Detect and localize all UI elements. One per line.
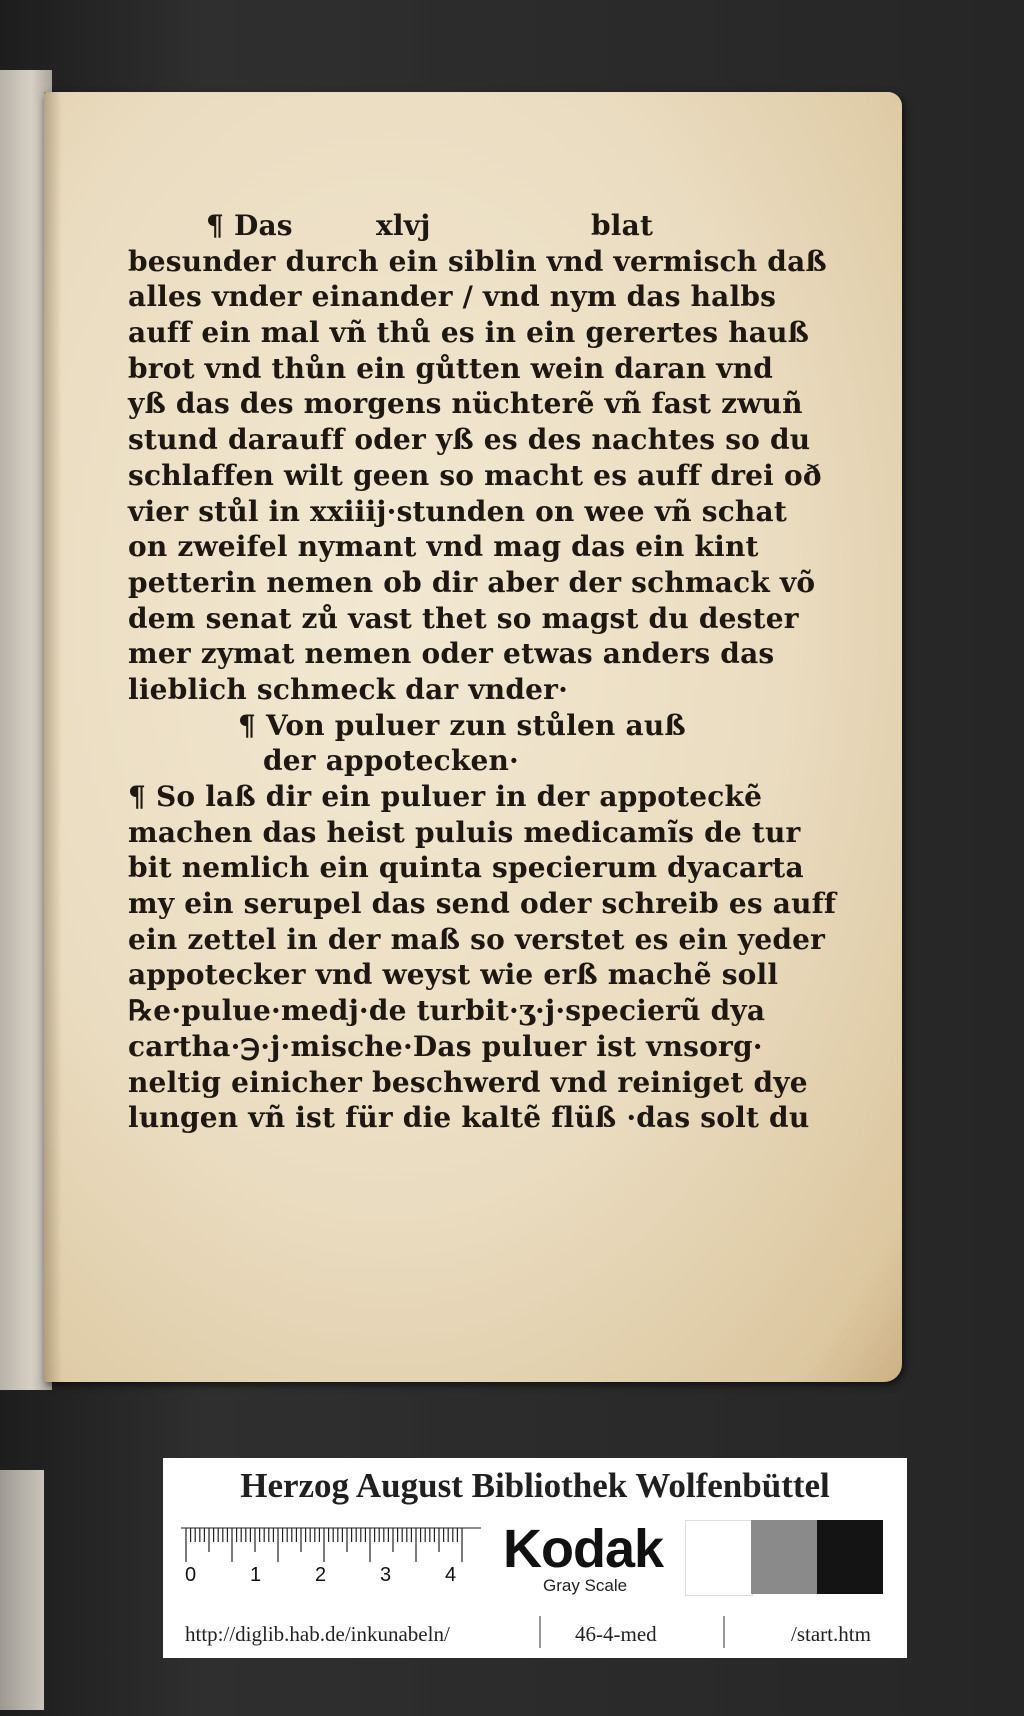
gray-scale-label: Gray Scale [543, 1576, 628, 1595]
library-title: Herzog August Bibliothek Wolfenbüttel [240, 1466, 830, 1505]
text-line: alles vnder einander / vnd nym das halbs [128, 280, 777, 314]
running-header [128, 208, 738, 244]
section-heading: der appotecken· [263, 744, 519, 778]
text-line: cartha·℈·j·mische·Das puluer ist vnsorg· [128, 1029, 763, 1063]
text-line: neltig einicher beschwerd vnd reiniget dye [128, 1065, 808, 1099]
white-patch [685, 1520, 753, 1596]
text-line: vier stůl in xxiiij·stunden on wee vñ schat [128, 494, 787, 528]
header-left: ¶ Das [206, 209, 293, 242]
text-line: stund darauff oder yß es des nachtes so du [128, 423, 811, 457]
text-line: mer zymat nemen oder etwas anders das [128, 637, 775, 671]
text-line: auff ein mal vñ thů es in ein gerertes hauß [128, 316, 810, 350]
binding-edge [0, 1470, 44, 1710]
ruler-number: 3 [380, 1564, 392, 1586]
kodak-logo: Kodak [503, 1519, 664, 1579]
folio-number: xlvj [376, 209, 431, 242]
page-text [128, 208, 837, 1136]
text-line: lieblich schmeck dar vnder· [128, 672, 569, 706]
url-middle: 46-4-med [575, 1622, 657, 1646]
text-line: ein zettel in der maß so verstet es ein yeder [128, 922, 826, 956]
section-heading: ¶ Von puluer zun stůlen auß [238, 708, 686, 742]
black-patch [817, 1520, 883, 1594]
color-target [163, 1458, 907, 1658]
divider [539, 1616, 541, 1648]
text-line: brot vnd thůn ein gůtten wein daran vnd [128, 351, 774, 385]
ruler-scale [181, 1526, 481, 1586]
text-line: ℞e·pulue·medj·de turbit·ʒ·j·specierũ dya [128, 994, 766, 1028]
text-line: lungen vñ ist für die kaltẽ flüß ·das solt du [128, 1101, 810, 1135]
url-right: /start.htm [791, 1622, 871, 1646]
divider [723, 1616, 725, 1648]
text-line: ¶ So laß dir ein puluer in der appoteckẽ [128, 780, 763, 813]
text-line: yß das des morgens nüchterẽ vñ fast zwuñ [128, 387, 803, 421]
text-line: appotecker vnd weyst wie erß machẽ soll [128, 958, 779, 992]
ruler-number: 0 [185, 1564, 197, 1586]
page-gutter-shadow [44, 92, 62, 1382]
text-line: on zweifel nymant vnd mag das ein kint [128, 530, 759, 564]
text-line: dem senat zů vast thet so magst du dester [128, 601, 799, 635]
text-line: petterin nemen ob dir aber der schmack võ [128, 565, 816, 599]
ruler-number: 2 [315, 1564, 327, 1586]
gray-patch [751, 1520, 817, 1594]
text-line: bit nemlich ein quinta specierum dyacarta [128, 851, 804, 885]
ruler-number: 1 [250, 1564, 262, 1586]
header-right: blat [591, 209, 654, 242]
url-bar [163, 1610, 907, 1654]
ruler-number: 4 [445, 1564, 457, 1586]
url-left: http://diglib.hab.de/inkunabeln/ [185, 1622, 450, 1646]
text-line: besunder durch ein siblin vnd vermisch daß [128, 244, 827, 278]
text-line: machen das heist puluis medicamĩs de tur [128, 815, 801, 849]
text-line: schlaffen wilt geen so macht es auff drei oð [128, 458, 822, 492]
text-line: my ein serupel das send oder schreib es auff [128, 887, 837, 921]
